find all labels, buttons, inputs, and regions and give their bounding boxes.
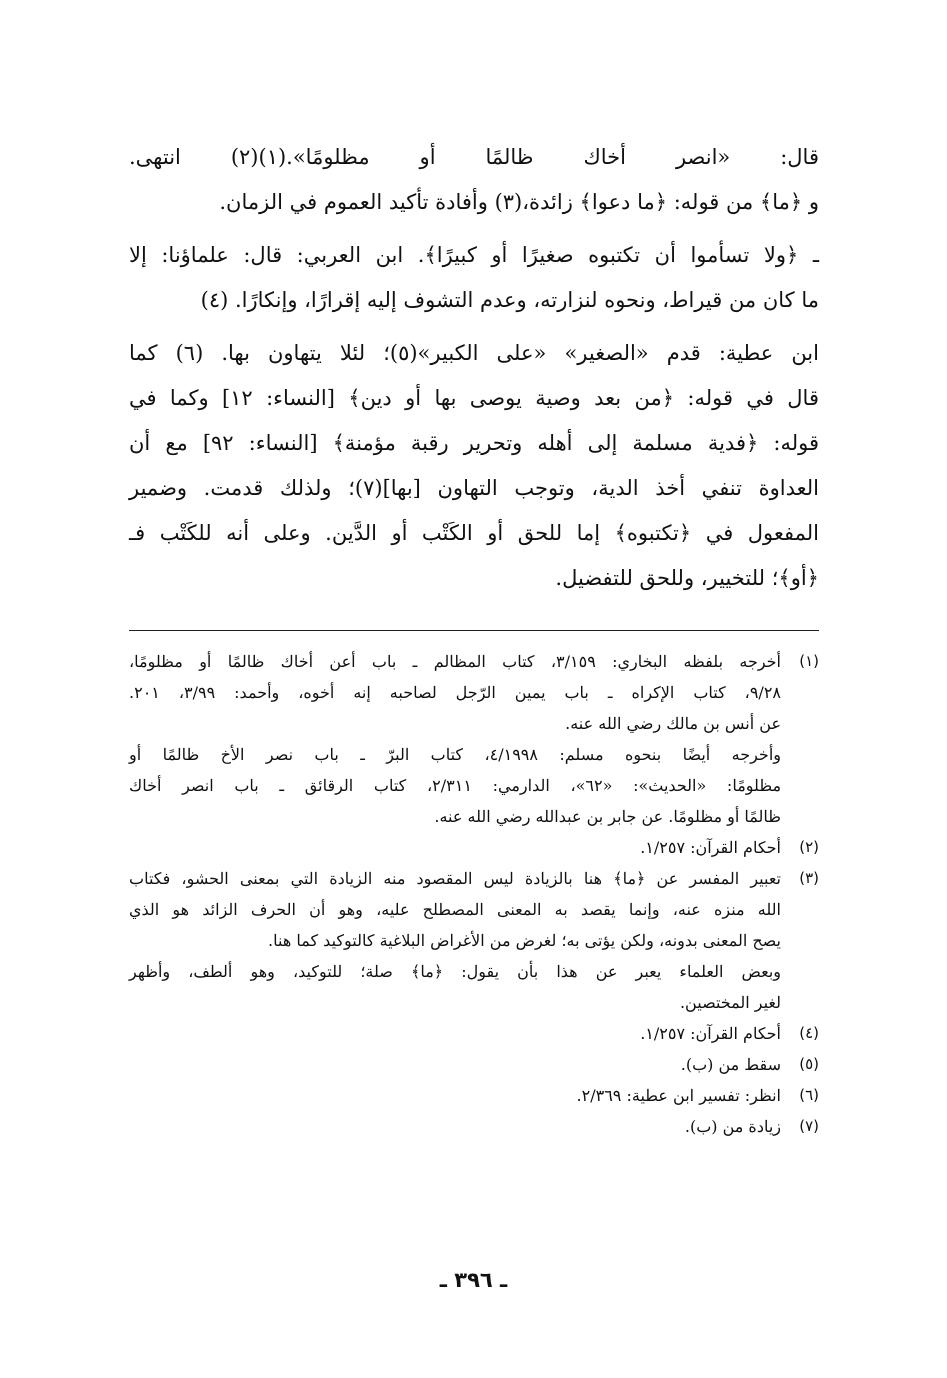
page-number: ـ ٣٩٦ ـ [439, 1268, 508, 1292]
footnote-line: ظالمًا أو مظلومًا. عن جابر بن عبدالله رضي الله عنه. [434, 807, 781, 826]
main-text [129, 135, 819, 601]
footnote-line: لغير المختصين. [679, 993, 781, 1012]
footnote-line: زيادة من (ب). [684, 1117, 781, 1136]
footnote [129, 1080, 819, 1111]
text-line: ابن عطية: قدم «الصغير» «على الكبير»(٥)؛ لئلا يتهاون بها. (٦) كما [129, 341, 819, 365]
footnote-line: ٩/٢٨، كتاب الإكراه ـ باب يمين الرّجل لصاحبه إنه أخوه، وأحمد: ٣/٩٩، ٢٠١. [129, 683, 781, 702]
footnote-number: (٧) [799, 1117, 819, 1135]
text-line: قال في قوله: ﴿من بعد وصية يوصى بها أو دين﴾ [النساء: ١٢] وكما في [129, 386, 819, 410]
text-line: المفعول في ﴿تكتبوه﴾ إما للحق أو الكَتْب أو الدَّين. وعلى أنه للكَتْب فـ [129, 521, 819, 545]
footnote-line: عن أنس بن مالك رضي الله عنه. [565, 714, 781, 733]
text-line: ﴿أو﴾؛ للتخيير، وللحق للتفضيل. [555, 566, 819, 590]
footnote-line: أحكام القرآن: ١/٢٥٧. [640, 838, 781, 857]
footnote [129, 832, 819, 863]
footnote-continuation [129, 739, 819, 832]
footnote [129, 646, 819, 739]
footnote-line: وأخرجه أيضًا بنحوه مسلم: ٤/١٩٩٨، كتاب البرّ ـ باب نصر الأخ ظالمًا أو [129, 745, 781, 764]
footnote-number: (٤) [799, 1024, 819, 1042]
text-line: و ﴿ما﴾ من قوله: ﴿ما دعوا﴾ زائدة،(٣) وأفادة تأكيد العموم في الزمان. [219, 190, 819, 214]
footnote [129, 863, 819, 956]
footnote-continuation [129, 956, 819, 1018]
text-line: قال: «انصر أخاك ظالمًا أو مظلومًا».(١)(٢) انتهى. [129, 145, 819, 169]
text-line: ما كان من قيراط، ونحوه لنزارته، وعدم التشوف إليه إقرارًا، وإنكارًا. (٤) [200, 288, 819, 312]
footnote-line: مظلومًا: «الحديث»: «٦٢»، الدارمي: ٢/٣١١، كتاب الرقائق ـ باب انصر أخاك [129, 776, 782, 795]
text-line: قوله: ﴿فدية مسلمة إلى أهله وتحرير رقبة مؤمنة﴾ [النساء: ٩٢] مع أن [129, 431, 819, 455]
footnote-number: (٣) [799, 869, 819, 887]
text-line: العداوة تنفي أخذ الدية، وتوجب التهاون [بها](٧)؛ ولذلك قدمت. وضمير [129, 476, 819, 500]
footnotes [129, 646, 819, 1142]
footnote-number: (١) [799, 652, 819, 670]
footnote-line: أحكام القرآن: ١/٢٥٧. [640, 1024, 781, 1043]
footnote [129, 1111, 819, 1142]
footnote-line: تعبير المفسر عن ﴿ما﴾ هنا بالزيادة ليس المقصود منه الزيادة التي بمعنى الحشو، فكتاب [129, 869, 781, 888]
footnote-number: (٦) [799, 1086, 819, 1104]
footnote-line: يصح المعنى بدونه، ولكن يؤتى به؛ لغرض من الأغراض البلاغية كالتوكيد كما هنا. [268, 931, 781, 950]
footnote-separator [129, 630, 819, 631]
footnote-line: الله منزه عنه، وإنما يقصد به المعنى المصطلح عليه، وهو أن الحرف الزائد هو الذي [129, 900, 781, 919]
footnote-number: (٢) [799, 838, 819, 856]
footnote-line: أخرجه بلفظه البخاري: ٣/١٥٩، كتاب المظالم ـ باب أعن أخاك ظالمًا أو مظلومًا، [129, 652, 781, 671]
footnote [129, 1049, 819, 1080]
footnote [129, 1018, 819, 1049]
footnote-line: انظر: تفسير ابن عطية: ٢/٣٦٩. [576, 1086, 781, 1105]
footnote-line: وبعض العلماء يعبر عن هذا بأن يقول: ﴿ما﴾ صلة؛ للتوكيد، وهو ألطف، وأظهر [129, 962, 781, 981]
footnote-number: (٥) [799, 1055, 819, 1073]
footnote-line: سقط من (ب). [680, 1055, 781, 1074]
text-line: ـ ﴿ولا تسأموا أن تكتبوه صغيرًا أو كبيرًا﴾. ابن العربي: قال: علماؤنا: إلا [129, 243, 819, 267]
